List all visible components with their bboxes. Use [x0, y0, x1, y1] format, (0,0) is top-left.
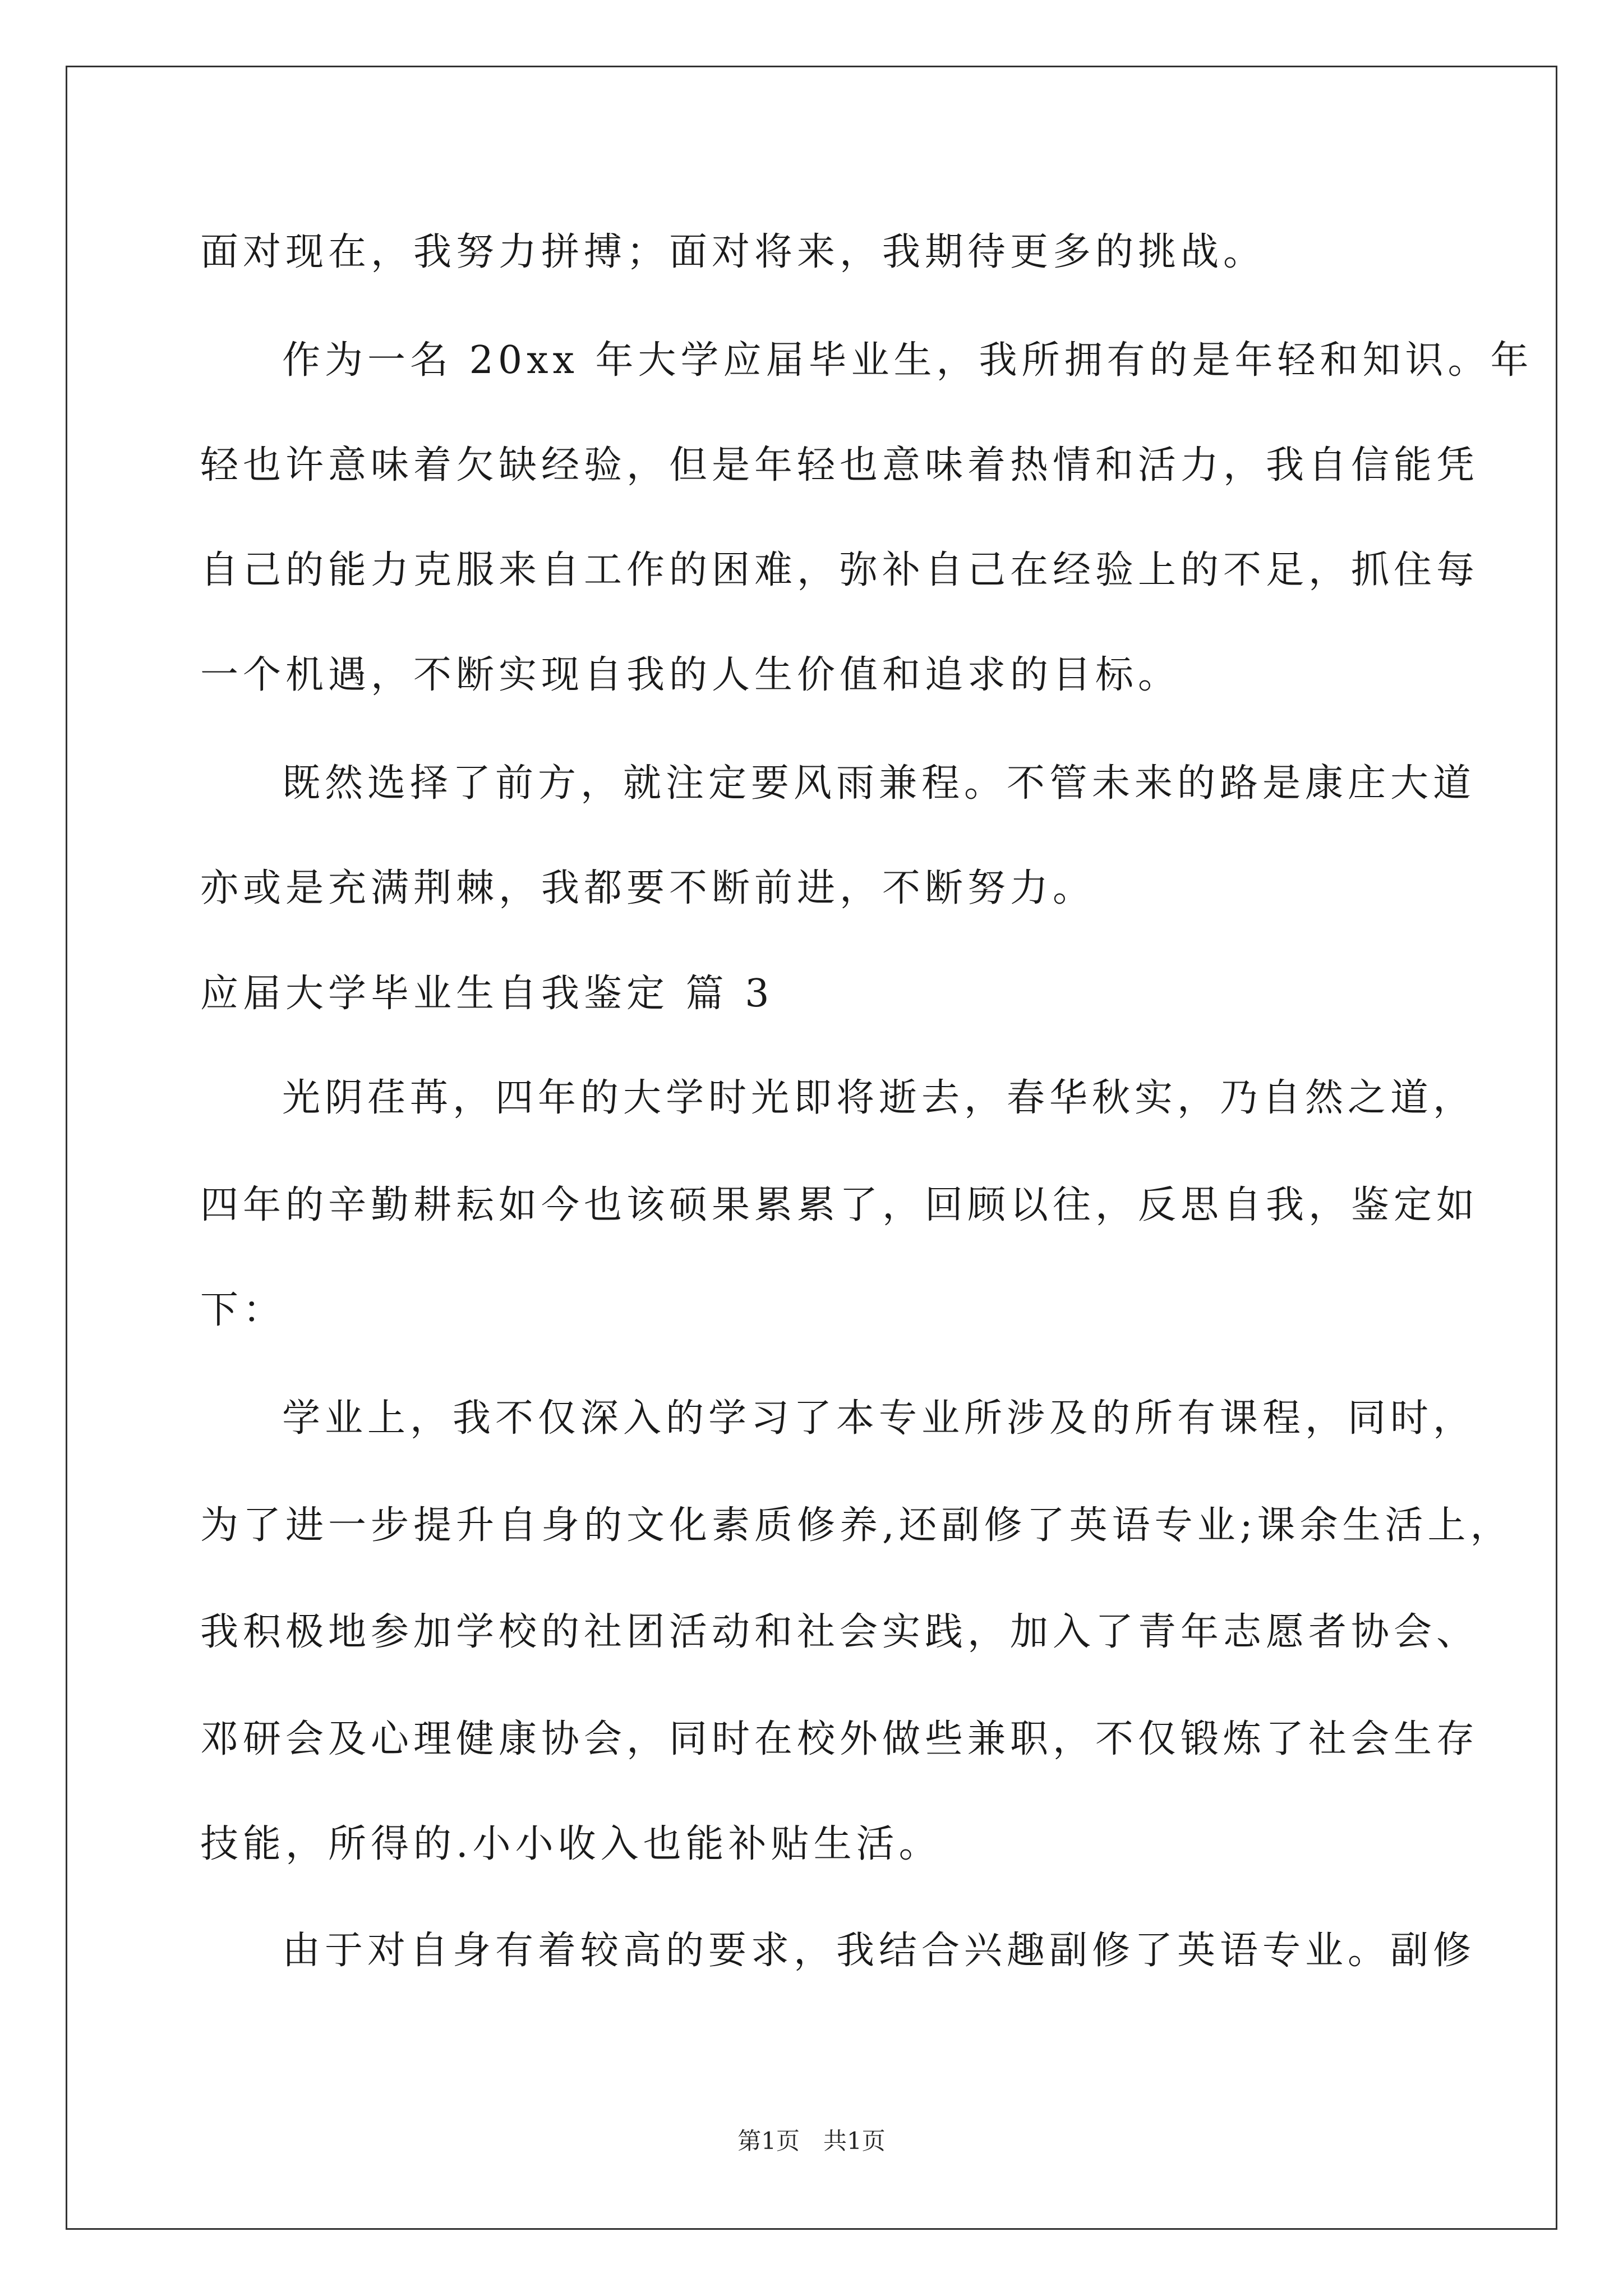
page-number-footer: 第1页 共1页: [737, 2127, 886, 2155]
paragraph-line: 邓研会及心理健康协会，同时在校外做些兼职，不仅锻炼了社会生存: [200, 1717, 1479, 1761]
page-border: [66, 66, 1557, 2230]
paragraph-line: 作为一名 20xx 年大学应届毕业生，我所拥有的是年轻和知识。年: [282, 338, 1533, 383]
paragraph-line: 轻也许意味着欠缺经验，但是年轻也意味着热情和活力，我自信能凭: [200, 443, 1479, 487]
paragraph-line: 下：: [200, 1288, 286, 1332]
paragraph-line: 由于对自身有着较高的要求，我结合兴趣副修了英语专业。副修: [282, 1929, 1476, 1973]
paragraph-line: 亦或是充满荆棘，我都要不断前进，不断努力。: [200, 866, 1096, 910]
paragraph-line: 为了进一步提升自身的文化素质修养,还副修了英语专业;课余生活上，: [200, 1503, 1513, 1548]
paragraph-line: 学业上，我不仅深入的学习了本专业所涉及的所有课程，同时，: [282, 1396, 1476, 1441]
paragraph-line: 一个机遇，不断实现自我的人生价值和追求的目标。: [200, 653, 1181, 697]
paragraph-line: 光阴荏苒，四年的大学时光即将逝去，春华秋实，乃自然之道，: [282, 1076, 1476, 1120]
paragraph-line: 既然选择了前方，就注定要风雨兼程。不管未来的路是康庄大道: [282, 761, 1476, 806]
paragraph-line: 技能，所得的.小小收入也能补贴生活。: [200, 1822, 942, 1866]
paragraph-line: 自己的能力克服来自工作的困难，弥补自己在经验上的不足，抓住每: [200, 548, 1479, 592]
section-heading: 应届大学毕业生自我鉴定 篇 3: [200, 972, 774, 1016]
paragraph-line: 我积极地参加学校的社团活动和社会实践，加入了青年志愿者协会、: [200, 1610, 1479, 1654]
paragraph-line: 四年的辛勤耕耘如今也该硕果累累了，回顾以往，反思自我，鉴定如: [200, 1183, 1479, 1227]
paragraph-line: 面对现在，我努力拼搏；面对将来，我期待更多的挑战。: [200, 230, 1266, 274]
